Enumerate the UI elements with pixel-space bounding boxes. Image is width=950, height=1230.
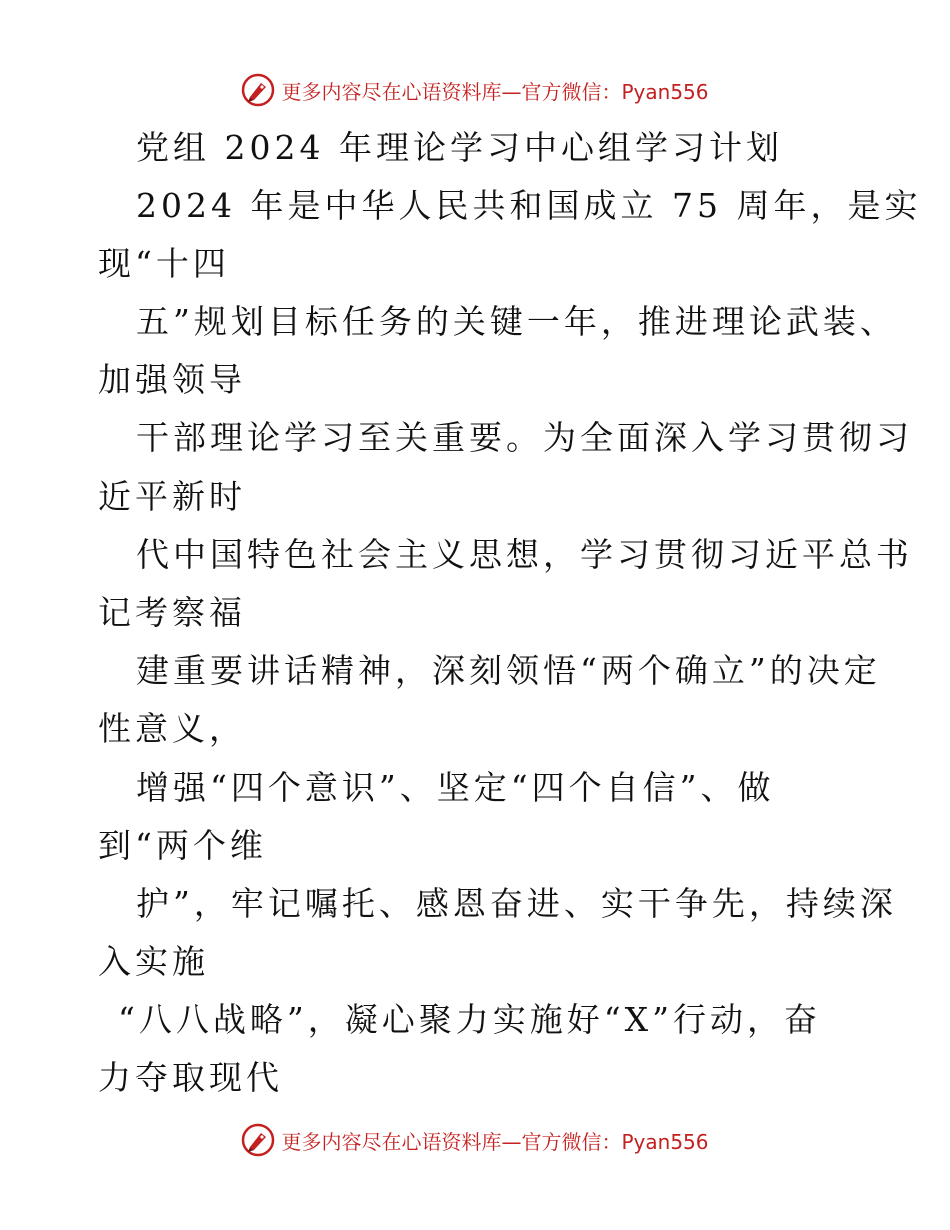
paragraph-line-5: 干部理论学习至关重要。为全面深入学习贯彻习	[136, 418, 913, 457]
paragraph-line-3: 五”规划目标任务的关键一年，推进理论武装、	[136, 302, 897, 341]
paragraph-line-4: 加强领导	[98, 360, 246, 399]
paragraph-line-9: 建重要讲话精神，深刻领悟“两个确立”的决定	[136, 651, 881, 690]
paragraph-line-12: 到“两个维	[98, 826, 267, 865]
paragraph-line-15: “八八战略”，凝心聚力实施好“X”行动，奋	[118, 1000, 821, 1039]
paragraph-line-14: 入实施	[98, 942, 209, 981]
watermark-site-text: 更多内容尽在心语资料库	[281, 1129, 502, 1154]
watermark-site-text: 更多内容尽在心语资料库	[281, 79, 502, 104]
paragraph-line-16: 力夺取现代	[98, 1058, 283, 1097]
watermark-wechat-label: 官方微信：	[521, 1129, 622, 1154]
paragraph-line-13: 护”，牢记嘱托、感恩奋进、实干争先，持续深	[136, 884, 897, 923]
footer-watermark	[0, 1120, 950, 1160]
paragraph-line-8: 记考察福	[98, 593, 246, 632]
watermark-wechat-label: 官方微信：	[521, 79, 622, 104]
paragraph-line-2: 现“十四	[98, 244, 230, 283]
paragraph-line-11: 增强“四个意识”、坚定“四个自信”、做	[136, 768, 775, 807]
document-title: 党组 2024 年理论学习中心组学习计划	[136, 128, 783, 167]
watermark-wechat-id: Pyan556	[621, 79, 709, 104]
watermark-wechat-id: Pyan556	[621, 1129, 709, 1154]
paragraph-line-1: 2024 年是中华人民共和国成立 75 周年，是实	[136, 186, 922, 225]
watermark-dash: —	[501, 79, 522, 104]
pen-nib-logo-icon	[241, 1123, 275, 1157]
paragraph-line-10: 性意义，	[98, 709, 246, 748]
watermark-text	[281, 1126, 708, 1155]
watermark-dash: —	[501, 1129, 522, 1154]
paragraph-line-7: 代中国特色社会主义思想，学习贯彻习近平总书	[136, 535, 913, 574]
paragraph-line-6: 近平新时	[98, 477, 246, 516]
